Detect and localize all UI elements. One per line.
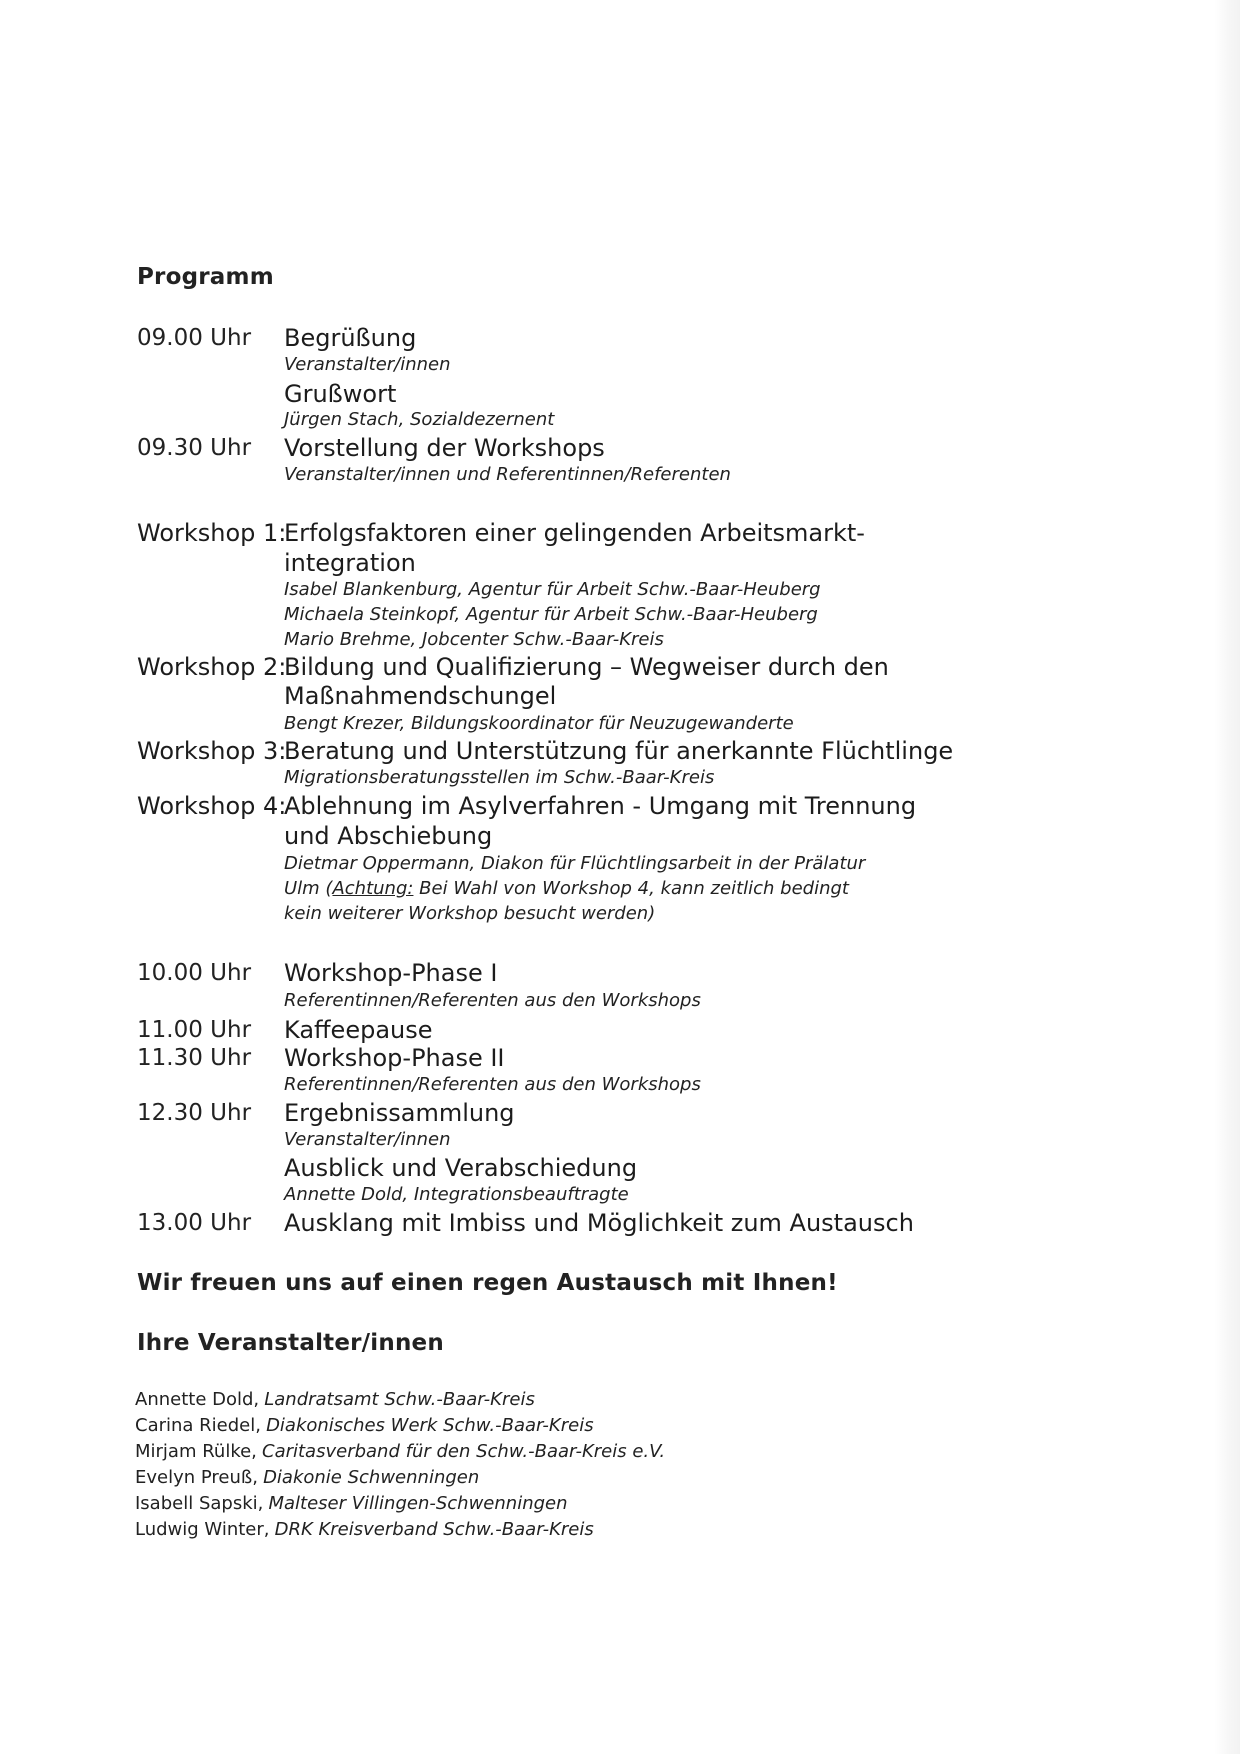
item-workshop-phase-2: Workshop-Phase II: [284, 1044, 505, 1072]
workshop-4-note-line1: [284, 878, 849, 899]
time-0900: 09.00 Uhr: [137, 325, 252, 351]
speaker-veranstalter-referenten: Veranstalter/innen und Referentinnen/Referenten: [284, 464, 731, 485]
workshop-3-label: Workshop 3:: [137, 737, 287, 765]
organizer-line: [135, 1389, 535, 1410]
organizer-line: [135, 1441, 665, 1462]
speaker-referenten-1: Referentinnen/Referenten aus den Workshops: [284, 990, 701, 1011]
organizer-line: [135, 1519, 594, 1540]
time-1100: 11.00 Uhr: [137, 1017, 252, 1043]
organizer-line: [135, 1493, 568, 1514]
item-grusswort: Grußwort: [284, 380, 397, 408]
time-1230: 12.30 Uhr: [137, 1100, 252, 1126]
workshop-3-title-line1: Beratung und Unterstützung für anerkannte Flüchtlinge: [284, 737, 954, 765]
time-0930: 09.30 Uhr: [137, 435, 252, 461]
workshop-3-speaker-1: Migrationsberatungsstellen im Schw.-Baar-Kreis: [284, 767, 715, 788]
item-vorstellung: Vorstellung der Workshops: [284, 434, 605, 462]
speaker-veranstalter: Veranstalter/innen: [284, 354, 451, 375]
workshop-4-note-line2: kein weiterer Workshop besucht werden): [284, 903, 656, 924]
organizer-line: [135, 1467, 479, 1488]
speaker-stach: Jürgen Stach, Sozialdezernent: [284, 409, 555, 430]
item-workshop-phase-1: Workshop-Phase I: [284, 959, 498, 987]
organizer-institution: Caritasverband für den Schw.-Baar-Kreis e.V.: [262, 1441, 666, 1462]
organizer-institution: Landratsamt Schw.-Baar-Kreis: [264, 1389, 535, 1410]
workshop-4-title-line1: Ablehnung im Asylverfahren - Umgang mit Trennung: [284, 792, 917, 820]
time-1300: 13.00 Uhr: [137, 1210, 252, 1236]
workshop-1-speaker-2: Michaela Steinkopf, Agentur für Arbeit Schw.-Baar-Heuberg: [284, 604, 818, 625]
organizer-institution: Diakonisches Werk Schw.-Baar-Kreis: [266, 1415, 594, 1436]
workshop-4-speaker-1: Dietmar Oppermann, Diakon für Flüchtlingsarbeit in der Prälatur: [284, 853, 866, 874]
organizer-name: Annette Dold,: [135, 1389, 260, 1410]
workshop-2-label: Workshop 2:: [137, 653, 287, 681]
organizer-name: Isabell Sapski,: [135, 1493, 264, 1514]
speaker-dold: Annette Dold, Integrationsbeauftragte: [284, 1184, 629, 1205]
item-ausklang: Ausklang mit Imbiss und Möglichkeit zum Austausch: [284, 1209, 914, 1237]
item-ausblick: Ausblick und Verabschiedung: [284, 1154, 638, 1182]
organizer-institution: Malteser Villingen-Schwenningen: [268, 1493, 568, 1514]
workshop-1-label: Workshop 1:: [137, 519, 287, 547]
workshop-4-title-line2: und Abschiebung: [284, 822, 493, 850]
organizer-name: Mirjam Rülke,: [135, 1441, 257, 1462]
time-1000: 10.00 Uhr: [137, 960, 252, 986]
closing-message: Wir freuen uns auf einen regen Austausch mit Ihnen!: [137, 1270, 838, 1296]
organizer-name: Evelyn Preuß,: [135, 1467, 258, 1488]
workshop-2-title-line2: Maßnahmendschungel: [284, 682, 557, 710]
workshop-2-title-line1: Bildung und Qualifizierung – Wegweiser durch den: [284, 653, 889, 681]
organizer-institution: DRK Kreisverband Schw.-Baar-Kreis: [274, 1519, 594, 1540]
achtung-note-label: Achtung:: [332, 878, 414, 899]
workshop-2-speaker-1: Bengt Krezer, Bildungskoordinator für Neuzugewanderte: [284, 713, 794, 734]
organizers-heading: Ihre Veranstalter/innen: [137, 1330, 444, 1356]
item-ergebnissammlung: Ergebnissammlung: [284, 1099, 515, 1127]
workshop-1-speaker-3: Mario Brehme, Jobcenter Schw.-Baar-Kreis: [284, 629, 664, 650]
workshop-4-label: Workshop 4:: [137, 792, 287, 820]
time-1130: 11.30 Uhr: [137, 1045, 252, 1071]
workshop-4-note-rest: Bei Wahl von Workshop 4, kann zeitlich bedingt: [413, 878, 849, 899]
organizer-institution: Diakonie Schwenningen: [263, 1467, 480, 1488]
organizer-name: Ludwig Winter,: [135, 1519, 270, 1540]
workshop-1-title-line1: Erfolgsfaktoren einer gelingenden Arbeitsmarkt-: [284, 519, 865, 547]
organizer-line: [135, 1415, 594, 1436]
item-begruessung: Begrüßung: [284, 324, 417, 352]
programm-heading: Programm: [137, 264, 274, 290]
workshop-1-title-line2: integration: [284, 549, 416, 577]
speaker-referenten-2: Referentinnen/Referenten aus den Workshops: [284, 1074, 701, 1095]
item-kaffeepause: Kaffeepause: [284, 1016, 433, 1044]
speaker-veranstalter-2: Veranstalter/innen: [284, 1129, 451, 1150]
workshop-1-speaker-1: Isabel Blankenburg, Agentur für Arbeit Schw.-Baar-Heuberg: [284, 579, 821, 600]
organizer-name: Carina Riedel,: [135, 1415, 261, 1436]
workshop-4-note-prefix: Ulm (: [284, 878, 333, 899]
